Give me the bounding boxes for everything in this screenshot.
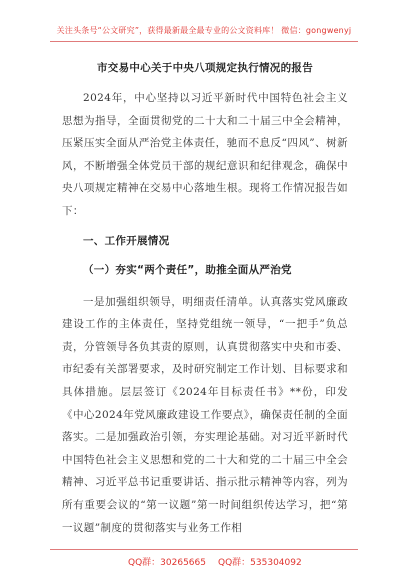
footer-divider <box>50 549 358 550</box>
header-divider <box>50 41 358 42</box>
body-paragraph: 一是加强组织领导，明细责任清单。认真落实党风廉政建设工作的主体责任，坚持党组统一领导，“一把手”负总责，分管领导各负其责的原则，认真贯彻落实中央和市委、市纪委有关部署要求，及时研究制定工作计划、目标要求和具体措施。层层签订《2024年目标责任书》**份，印发《中心2024年党风廉政建设工作要点》，确保责任制的全面落实。二是加强政治引领，夯实理论基础。对习近平新时代中国特色社会主义思想和党的二十大和党的二十届三中全会精神、习近平总书记重要讲话、指示批示精神等内容，列为所有重要会议的“第一议题”第一时间组织传达学习，把“第一议题”制度的贯彻落实与业务工作相 <box>62 295 348 534</box>
section-heading: 一、工作开展情况 <box>83 234 170 247</box>
document-body <box>62 60 348 549</box>
page-header <box>0 0 408 46</box>
intro-paragraph: 2024年，中心坚持以习近平新时代中国特色社会主义思想为指导，全面贯彻党的二十大和二十届三中全会精神，压紧压实全面从严治党主体责任，驰而不息反“四风”、树新风，不断增强全体党员干部的规纪意识和纪律观念，确保中央八项规定精神在交易中心落地生根。现将工作情况报告如下： <box>62 92 348 217</box>
footer-qq-group-right: QQ群：535304092 <box>218 558 302 568</box>
subsection-heading: （一）夯实“两个责任”，助推全面从严治党 <box>83 263 292 276</box>
page-footer <box>0 549 408 569</box>
footer-qq-group-left: QQ群：30265665 <box>128 558 206 568</box>
header-notice: 关注头条号“公文研究”，获得最新最全最专业的公文资料库！ 微信：gongwenyj <box>56 26 352 35</box>
document-title: 市交易中心关于中央八项规定执行情况的报告 <box>97 62 313 74</box>
